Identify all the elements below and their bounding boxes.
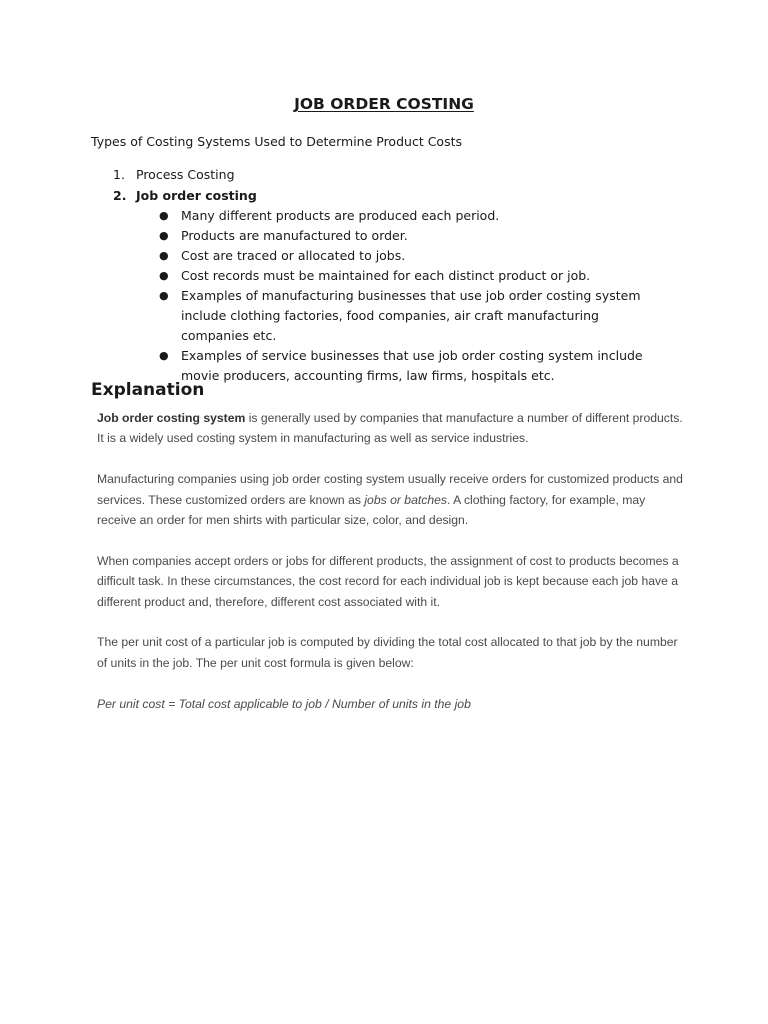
bullet-icon: ● <box>159 249 169 262</box>
paragraph-text: is generally used by companies that manufacture a number of different products. It is a widely used costing system in manufacturing as well as service industries. <box>97 411 683 446</box>
page-title: JOB ORDER COSTING <box>294 95 474 113</box>
bullet-item <box>91 226 651 246</box>
paragraph: The per unit cost of a particular job is computed by dividing the total cost allocated to that job by the number of units in the job. The per unit cost formula is given below: <box>97 635 678 670</box>
bullet-text: Products are manufactured to order. <box>181 228 408 243</box>
list-item-text: Job order costing <box>136 188 257 203</box>
formula: Per unit cost = Total cost applicable to job / Number of units in the job <box>97 696 471 711</box>
bullet-icon: ● <box>159 269 169 282</box>
bullet-icon: ● <box>159 289 169 302</box>
bullet-item <box>91 206 651 226</box>
explanation-heading: Explanation <box>91 380 205 400</box>
bullet-icon: ● <box>159 209 169 222</box>
paragraph-text: Manufacturing companies using job order costing system usually receive orders for customized products and services. These customized orders are known as <box>97 472 683 507</box>
bullet-icon: ● <box>159 229 169 242</box>
bullet-text: Cost records must be maintained for each distinct product or job. <box>181 268 591 283</box>
list-number: 2. <box>113 188 127 203</box>
paragraph-text: . A clothing factory, for example, may receive an order for men shirts with particular size, color, and design. <box>97 492 646 528</box>
paragraph <box>97 469 687 530</box>
bullet-item <box>91 286 651 346</box>
intro-text: Types of Costing Systems Used to Determine Product Costs <box>91 134 462 149</box>
explanation-body <box>97 408 687 734</box>
bullet-item <box>91 246 651 266</box>
bold-term: Job order costing system <box>97 411 246 425</box>
bullet-text: Cost are traced or allocated to jobs. <box>181 248 406 263</box>
list-number: 1. <box>113 167 125 182</box>
bullet-text: Examples of manufacturing businesses that use job order costing system include clothing factories, food companies, air craft manufacturing companies etc. <box>181 288 641 343</box>
list-item-text: Process Costing <box>136 167 235 182</box>
bullet-icon: ● <box>159 349 169 362</box>
bullet-text: Examples of service businesses that use job order costing system include movie producers, accounting firms, law firms, hospitals etc. <box>181 348 643 383</box>
paragraph: When companies accept orders or jobs for different products, the assignment of cost to products becomes a difficult task. In these circumstances, the cost record for each individual job is kept because each job have a different product and, therefore, different cost associated with it. <box>97 553 679 609</box>
paragraph <box>97 408 687 449</box>
italic-term: jobs or batches <box>364 492 447 507</box>
bullet-text: Many different products are produced each period. <box>181 208 500 223</box>
bullet-item <box>91 266 651 286</box>
bullet-list <box>91 206 651 386</box>
